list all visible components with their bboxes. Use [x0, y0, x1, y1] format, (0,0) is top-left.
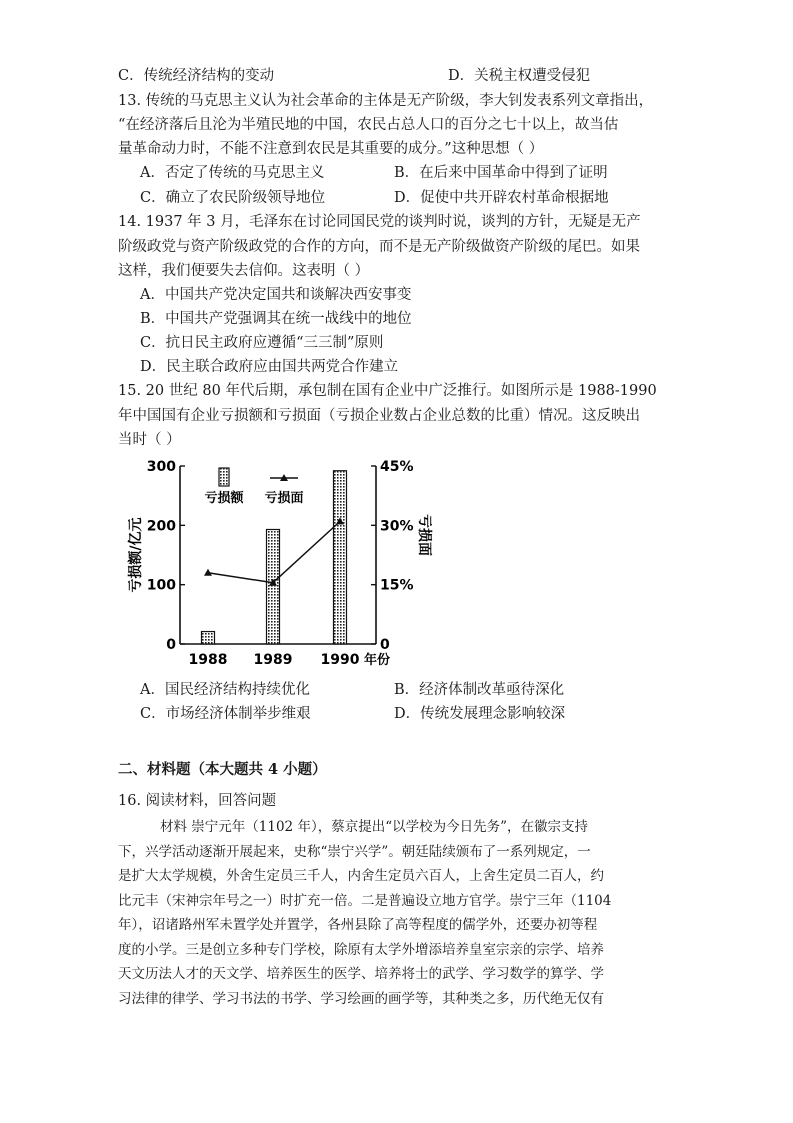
q16-material-line-6: 度的小学。三是创立多种专门学校，除原有太学外增添培养皇室宗亲的宗学、培养: [118, 942, 604, 958]
bar-loss-amount-1988: [202, 632, 215, 644]
q15-option-d: D．传统发展理念影响较深: [394, 706, 566, 722]
right-tick-label: 30%: [380, 518, 414, 535]
q12-option-c: C．传统经济结构的变动: [118, 68, 275, 84]
q15-stem-line-3: 当时（ ）: [118, 432, 181, 448]
right-tick-label: 45%: [380, 459, 414, 475]
q16-material-line-7: 天文历法人才的天文学、培养医生的医学、培养将士的武学、学习数学的算学、学: [118, 966, 604, 982]
q15-stem-line-1: 15. 20 世纪 80 年代后期，承包制在国有企业中广泛推行。如图所示是 1988-1990: [118, 383, 657, 399]
bar-loss-amount-1990: [334, 471, 347, 644]
q14-stem-line-1: 14. 1937 年 3 月，毛泽东在讨论同国民党的谈判时说，谈判的方针，无疑是无产: [118, 214, 641, 230]
q15-stem-line-2: 年中国国有企业亏损额和亏损面（亏损企业数占企业总数的比重）情况。这反映出: [118, 408, 640, 424]
q14-option-b: B．中国共产党强调其在统一战线中的地位: [140, 311, 412, 327]
x-tick-label: 1988: [188, 652, 228, 668]
q16-stem: 16. 阅读材料，回答问题: [118, 793, 277, 809]
y-axis-label: 亏损额/亿元: [128, 517, 144, 593]
legend-swatch-loss-amount: [219, 468, 229, 486]
q16-material-line-5: 年），诏诸路州军未置学处并置学，各州县除了高等程度的儒学外，还要办初等程: [118, 917, 598, 933]
q15-option-a: A．国民经济结构持续优化: [140, 682, 310, 698]
x-axis-label: 年份: [364, 653, 391, 668]
q13-stem-line-3: 量革命动力时，不能不注意到农民是其重要的成分。”这种思想（ ）: [118, 141, 544, 157]
loss-chart: [118, 456, 438, 678]
q14-option-c: C．抗日民主政府应遵循“三三制”原则: [140, 335, 384, 351]
bar-loss-amount-1989: [267, 529, 280, 644]
q16-material-line-3: 是扩大太学规模，外舍生定员三千人，内舍生定员六百人，上舍生定员二百人，约: [118, 868, 604, 884]
q15-option-b: B．经济体制改革亟待深化: [394, 682, 565, 698]
q13-option-c: C．确立了农民阶级领导地位: [140, 190, 326, 206]
q14-stem-line-2: 阶级政党与资产阶级政党的合作的方向，而不是无产阶级做资产阶级的尾巴。如果: [118, 239, 640, 255]
q16-material-line-4: 比元丰（宋神宗年号之一）时扩充一倍。二是普遍设立地方官学。崇宁三年（1104: [118, 893, 612, 909]
q12-option-d: D．关税主权遭受侵犯: [448, 68, 591, 84]
section-2-title: 二、材料题（本大题共 4 小题）: [118, 761, 327, 778]
q16-material-line-2: 下，兴学活动逐渐开展起来，史称“崇宁兴学”。朝廷陆续颁布了一系列规定，一: [118, 844, 591, 860]
q13-stem-line-2: “在经济落后且沦为半殖民地的中国，农民占总人口的百分之七十以上，故当估: [118, 117, 619, 133]
x-tick-label: 1990: [320, 652, 360, 668]
left-tick-label: 100: [146, 577, 176, 594]
legend-label-loss-amount: 亏损额: [204, 491, 244, 506]
q14-option-a: A．中国共产党决定国共和谈解决西安事变: [140, 287, 412, 303]
q13-option-d: D．促使中共开辟农村革命根据地: [394, 190, 609, 206]
q13-option-a: A．否定了传统的马克思主义: [140, 165, 325, 181]
q14-stem-line-3: 这样，我们便要失去信仰。这表明（ ）: [118, 263, 370, 279]
right-tick-label: 15%: [380, 577, 414, 594]
q14-option-d: D．民主联合政府应由国共两党合作建立: [140, 359, 399, 375]
q13-stem-line-1: 13. 传统的马克思主义认为社会革命的主体是无产阶级，李大钊发表系列文章指出，: [118, 93, 654, 109]
chart-legend: [204, 468, 303, 506]
q16-material-line-8: 习法律的律学、学习书法的书学、学习绘画的画学等，其种类之多，历代绝无仅有: [118, 991, 604, 1007]
q15-option-c: C．市场经济体制举步维艰: [140, 706, 311, 722]
right-tick-label: 0: [380, 637, 390, 653]
q13-option-b: B．在后来中国革命中得到了证明: [394, 165, 608, 181]
left-tick-label: 300: [146, 459, 176, 475]
legend-label-loss-ratio: 亏损面: [264, 491, 304, 506]
q16-material-line-1: 材料 崇宁元年（1102 年），蔡京提出“以学校为今日先务”，在徽宗支持: [160, 819, 588, 835]
left-tick-label: 200: [146, 518, 176, 535]
point-loss-ratio-1988: [204, 569, 212, 576]
left-tick-label: 0: [166, 637, 176, 653]
x-tick-label: 1989: [253, 652, 293, 668]
y2-axis-label: 亏损面: [416, 514, 432, 556]
